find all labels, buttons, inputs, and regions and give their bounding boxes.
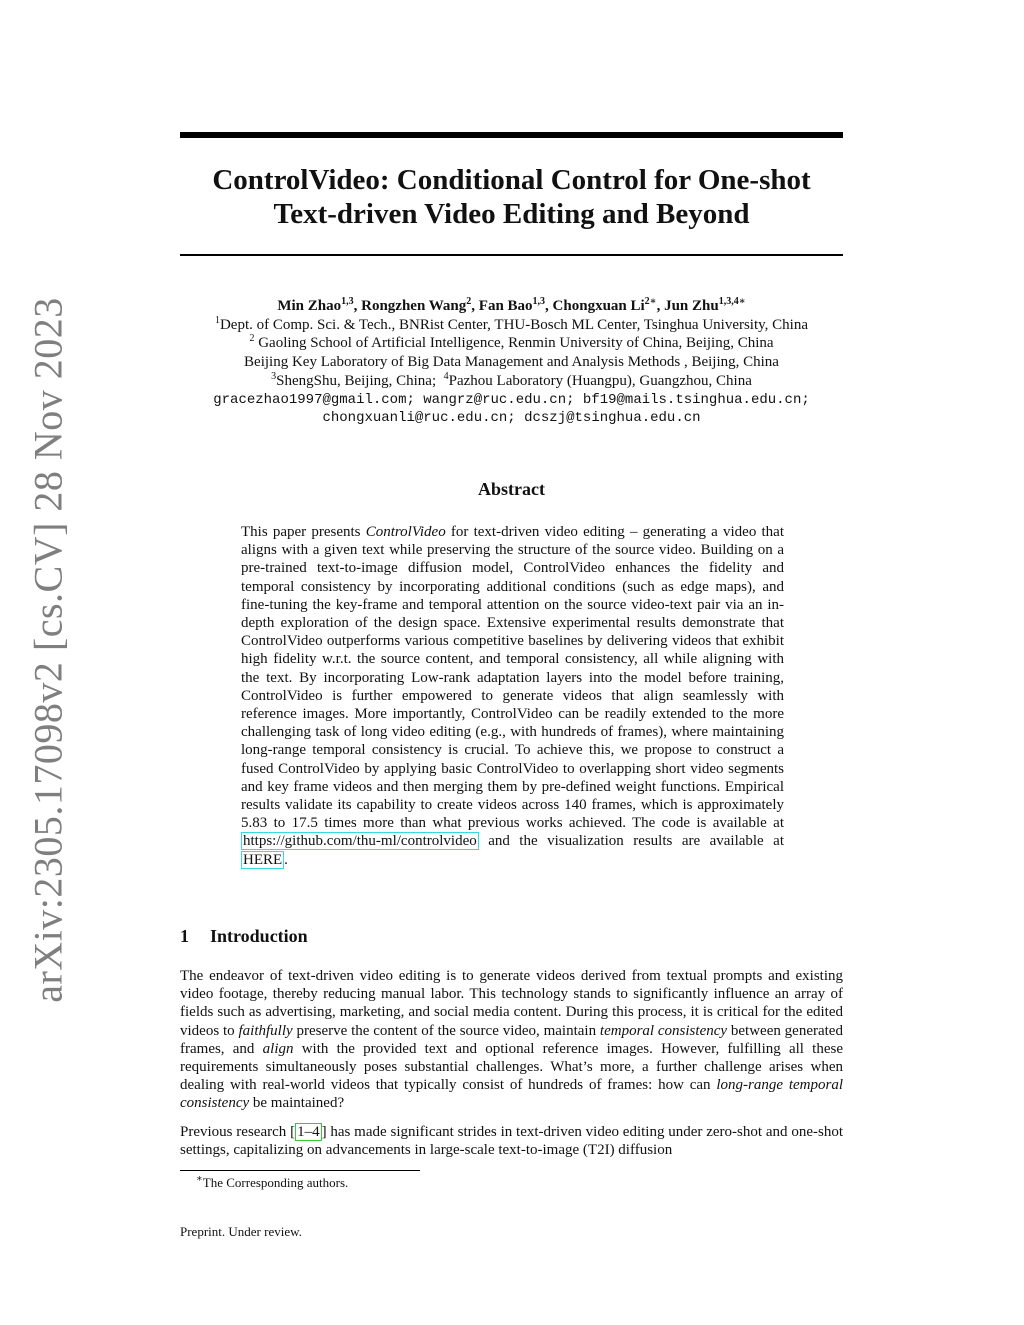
title-line-1: ControlVideo: Conditional Control for One-shot bbox=[212, 164, 811, 196]
aff-sup: 3 bbox=[271, 370, 277, 382]
abstract-span: . bbox=[284, 851, 288, 868]
aff-sup: 2 bbox=[249, 333, 255, 345]
emphasis: long-range temporal consistency bbox=[180, 1077, 843, 1112]
text-span: preserve the content of the source video, maintain bbox=[292, 1022, 600, 1039]
emails-line-2: chongxuanli@ruc.edu.cn; dcszj@tsinghua.edu.cn bbox=[322, 410, 701, 427]
text-span: with the provided text and optional reference images. However, fulfilling all these requirements simultaneously poses substantial challenges. What’s more, a further challenge arises when dealing with real-world videos that typically consist of hundreds of frames: how can bbox=[180, 1040, 843, 1094]
github-link[interactable]: https://github.com/thu-ml/controlvideo bbox=[243, 833, 477, 850]
aff-sup: 1 bbox=[214, 314, 220, 326]
arxiv-stamp: arXiv:2305.17098v2 [cs.CV] 28 Nov 2023 bbox=[25, 297, 71, 1003]
footnote-rule bbox=[180, 1170, 420, 1171]
intro-paragraph-1 bbox=[180, 967, 843, 1113]
author-sup: 2 bbox=[466, 296, 472, 307]
title-rule-top bbox=[180, 132, 843, 138]
abstract-span: for text-driven video editing – generating a video that aligns with a given text while preserving the structure of the source video. Building on a pre-trained text-to-image diffusion model, ControlVideo enhances the fidelity and temporal consistency by incorporating additional conditions (such as edge maps), and fine-tuning the key-frame and temporal attention on the source video-text pair via an in-depth exploration of the design space. Extensive experimental results demonstrate that ControlVideo outperforms various competitive baselines by delivering videos that exhibit high fidelity w.r.t. the source content, and temporal consistency, all while aligning with the text. By incorporating Low-rank adaptation layers into the model before training, ControlVideo is further empowered to generate videos that align seamlessly with reference images. More importantly, ControlVideo can be readily extended to the more challenging task of long video editing (e.g., with hundreds of frames), where maintaining long-range temporal consistency is crucial. To achieve this, we propose to construct a fused ControlVideo by applying basic ControlVideo to overlapping short video segments and key frame videos and then merging them by pre-defined weight functions. Empirical results validate its capability to create videos across 140 frames, which is approximately 5.83 to 17.5 times more than what previous works achieved. The code is available at bbox=[241, 524, 785, 832]
paper-title bbox=[180, 163, 843, 231]
abstract-text bbox=[241, 523, 784, 869]
visualization-link[interactable]: HERE bbox=[243, 851, 283, 868]
section-heading-introduction bbox=[180, 926, 308, 947]
affiliation-2 bbox=[150, 334, 873, 353]
author-name: Rongzhen Wang bbox=[361, 298, 467, 314]
emphasis: align bbox=[262, 1040, 294, 1057]
preprint-notice: Preprint. Under review. bbox=[180, 1224, 302, 1239]
author-sup: 1,3,4∗ bbox=[718, 296, 746, 307]
aff-text: Pazhou Laboratory (Huangpu), Guangzhou, China bbox=[448, 372, 752, 389]
author-sup: 1,3 bbox=[341, 296, 354, 307]
author-name: Min Zhao bbox=[277, 298, 342, 314]
emails-line-1: gracezhao1997@gmail.com; wangrz@ruc.edu.cn; bf19@mails.tsinghua.edu.cn; bbox=[213, 391, 810, 408]
citation-link[interactable]: 1–4 bbox=[297, 1124, 320, 1140]
text-span: between generated frames, and bbox=[180, 1022, 843, 1057]
aff-text: Gaoling School of Artificial Intelligence, Renmin University of China, Beijing, China bbox=[254, 335, 774, 352]
title-rule-bottom bbox=[180, 254, 843, 256]
text-span: ] has made significant strides in text-driven video editing under zero-shot and one-shot settings, capitalizing on advancements in large-scale text-to-image (T2I) diffusion bbox=[180, 1124, 843, 1159]
author-sup: 2∗ bbox=[644, 296, 657, 307]
author-name: Fan Bao bbox=[478, 298, 533, 314]
aff-sup: 4 bbox=[443, 370, 449, 382]
author-names: Min Zhao$^{1,3}$, Rongzhen Wang$^2$, Fan Bao$^{1,3}$, Chongxuan $Li^{2∗}$, Jun Zhu$^{1,3,4∗}$ bbox=[277, 296, 746, 314]
abstract-span: and the visualization results are available at bbox=[478, 833, 784, 850]
aff-text: ShengShu, Beijing, China; bbox=[276, 372, 437, 389]
affiliation-2b: Beijing Key Laboratory of Big Data Management and Analysis Methods , Beijing, China bbox=[244, 354, 779, 371]
author-block bbox=[150, 297, 873, 428]
title-line-2: Text-driven Video Editing and Beyond bbox=[273, 198, 750, 230]
intro-paragraph-2 bbox=[180, 1123, 843, 1159]
author-sup: 1,3 bbox=[532, 296, 546, 307]
author-name: Jun Zhu bbox=[664, 298, 719, 314]
footnote-text: The Corresponding authors. bbox=[202, 1175, 349, 1190]
aff-text: Dept. of Comp. Sci. & Tech., BNRist Center, THU-Bosch ML Center, Tsinghua University, China bbox=[219, 316, 809, 333]
emphasis: temporal consistency bbox=[599, 1022, 728, 1039]
affiliation-1 bbox=[150, 316, 873, 335]
text-span: The endeavor of text-driven video editing is to generate videos derived from textual prompts and existing video footage, thereby reducing manual labor. This technology stands to significantly influence an array of fields such as advertising, marketing, and social media content. During this process, it is critical for the edited videos to bbox=[180, 968, 843, 1039]
abstract-heading: Abstract bbox=[478, 479, 545, 499]
footnote bbox=[196, 1175, 348, 1191]
text-span: Previous research [ bbox=[180, 1124, 296, 1140]
abstract-emphasis: ControlVideo bbox=[365, 524, 446, 540]
footnote-mark: ∗ bbox=[196, 1173, 203, 1185]
affiliation-3-4 bbox=[150, 372, 873, 391]
section-title: Introduction bbox=[210, 926, 308, 946]
abstract-span: This paper presents bbox=[241, 524, 366, 540]
section-number: 1 bbox=[180, 926, 189, 946]
text-span: be maintained? bbox=[249, 1095, 345, 1112]
author-name: Chongxuan Li bbox=[552, 298, 645, 314]
emphasis: faithfully bbox=[238, 1022, 293, 1039]
